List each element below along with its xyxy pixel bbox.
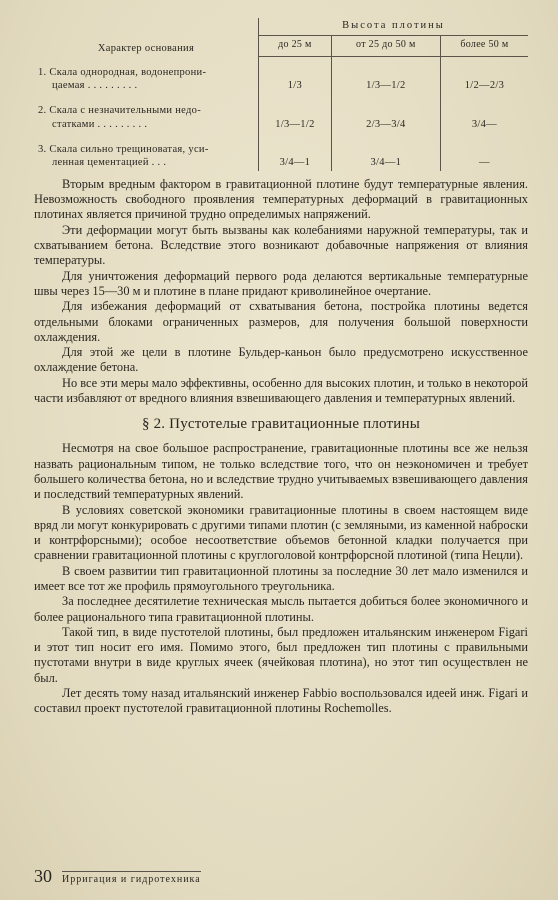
page-footer [34,866,201,887]
table-cell: 1/3 [287,80,303,92]
table-cell: 3/4—1 [331,133,440,171]
table-row [34,56,528,94]
dam-height-table [34,18,528,171]
table-cell: 2/3—3/4 [331,94,440,132]
table-row-label [34,94,259,132]
table-row [34,133,528,171]
paragraph: В своем развитии тип гравитационной плотины за последние 30 лет мало изменился и имеет все тот же профиль прямоугольного треугольника. [34,563,528,593]
table-header-dam-height: Высота плотины [259,18,529,36]
table-row-label [34,133,259,171]
table-cell: — [440,133,528,171]
paragraph: За последнее десятилетие техническая мысль пытается добиться более экономичного и более рационального типа гравитационной плотины. [34,594,528,624]
paragraph: Для уничтожения деформаций первого рода делаются вертикальные температурные швы через 15—30 м и плотине в плане придают криволинейное очертание. [34,268,528,298]
paragraph: Для этой же цели в плотине Бульдер-каньон было предусмотрено искусственное охлаждение бетона. [34,345,528,375]
page-number: 30 [34,866,52,886]
table-header-basis: Характер основания [34,18,259,56]
paragraph: Эти деформации могут быть вызваны как колебаниями наружной температуры, так и схватыванием бетона. Вследствие этого возникают добавочные напряжения от влияния температуры. [34,222,528,268]
paragraph: В условиях советской экономики гравитационные плотины в своем настоящем виде вряд ли могут конкурировать с другими типами плотин (с земляными, из каменной наброски и контрфорсными); особое несоответствие объемов бетонной кладки получается при сравнении гравитационной плотины с круглоголовой контрфорсной плотиной (типа Нецли). [34,502,528,563]
table-row [34,94,528,132]
table-cell: 3/4— [440,94,528,132]
paragraph: Несмотря на свое большое распространение, гравитационные плотины все же нельзя назвать рациональным типом, не только вследствие того, что он неэкономичен и требует большего количества бетона, но и вследствие трудно учитываемых взвешивающего давления и последствий температурных явлений. [34,441,528,502]
table-subheader: более 50 м [440,36,528,57]
body-text-bottom [34,441,528,716]
paragraph: Лет десять тому назад итальянский инженер Fabbio воспользовался идеей инж. Figari и составил проект пустотелой гравитационной плотины Rochemolles. [34,686,528,716]
table-cell: 3/4—1 [279,156,311,168]
table-cell: 1/3—1/2 [275,118,315,130]
paragraph: Но все эти меры мало эффективны, особенно для высоких плотин, и только в некоторой части избавляют от вредного влияния взвешивающего давления и температурных явлений. [34,375,528,406]
running-title: Ирригация и гидротехника [62,871,201,885]
table-cell: 1/2—2/3 [440,56,528,94]
label-line: 1. Скала однородная, водонепрони- [38,67,207,79]
body-text-top [34,177,528,406]
paragraph: Такой тип, в виде пустотелой плотины, был предложен итальянским инженером Figari и этот тип носит его имя. Помимо этого, был предложен тип плотины с правильными пустотами внутри в виде круглых ячеек (ячейковая плотина), но этот тип осуществлен не был. [34,624,528,685]
label-line: 3. Скала сильно трещиноватая, уси- [38,143,209,155]
table-subheader: от 25 до 50 м [331,36,440,57]
table-row-label [34,56,259,94]
label-line: ленная цементацией . . . [52,156,167,168]
paragraph: Для избежания деформаций от схватывания бетона, постройка плотины ведется отдельными блоками ограниченных размеров, для получения большой поверхности охлаждения. [34,299,528,344]
label-line: 2. Скала с незначительными недо- [38,105,201,117]
label-line: цаемая . . . . . . . . . [52,80,138,92]
table-cell: 1/3—1/2 [331,56,440,94]
label-line: статками . . . . . . . . . [52,118,148,130]
section-title: § 2. Пустотелые гравитационные плотины [141,416,421,433]
table-subheader: до 25 м [259,36,332,57]
paragraph: Вторым вредным фактором в гравитационной плотине будут температурные явления. Невозможность свободного проявления температурных деформаций в гравитационных плотинах является причиной трудно определимых напряжений. [34,176,528,222]
